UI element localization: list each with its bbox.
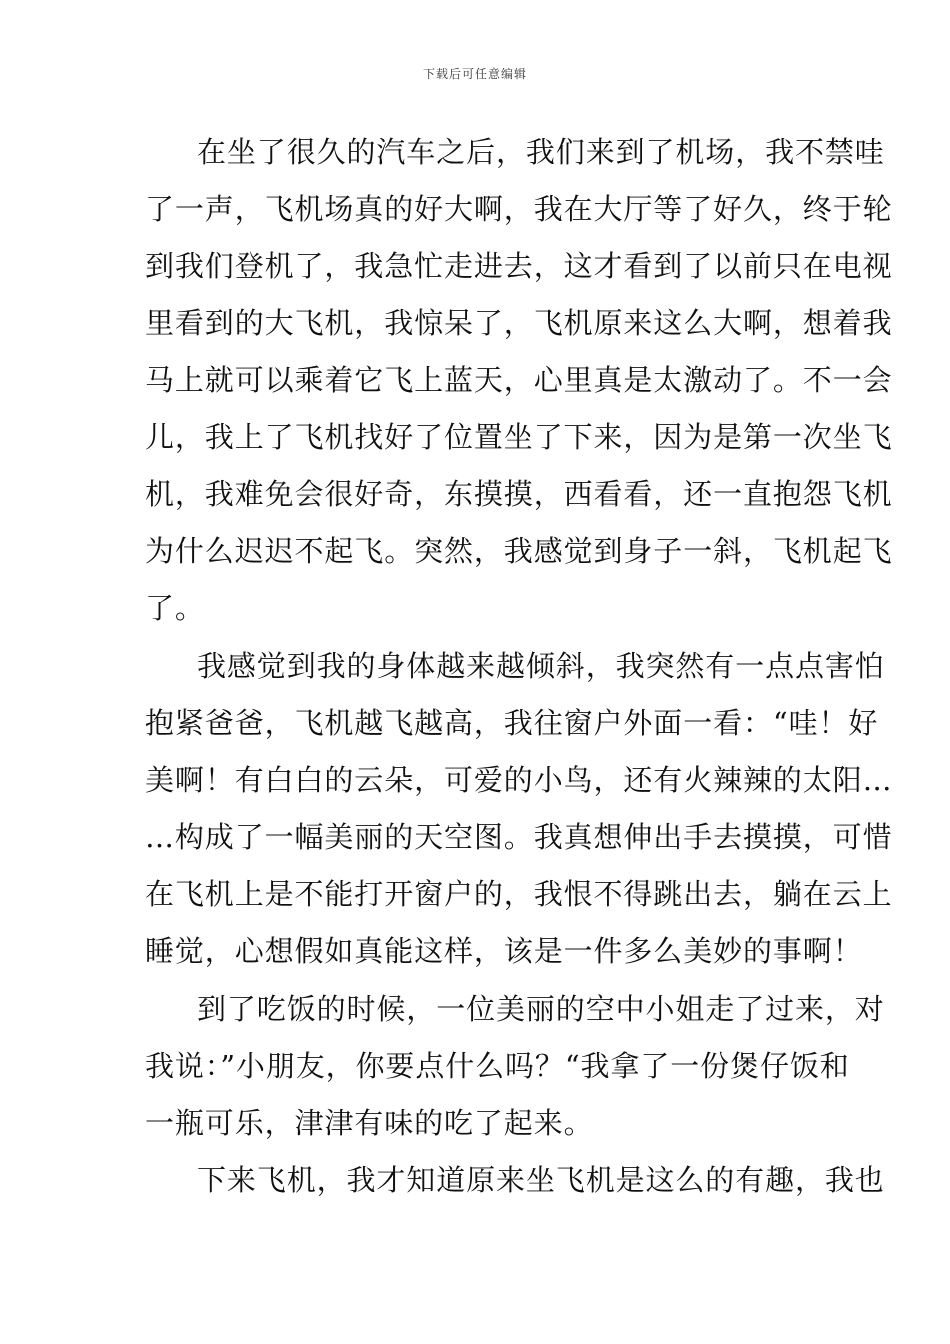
- paragraph-2-line-4: …构成了一幅美丽的天空图。我真想伸出手去摸摸，可惜: [145, 820, 893, 854]
- paragraph-2-line-5: 在飞机上是不能打开窗户的，我恨不得跳出去，躺在云上: [145, 877, 893, 911]
- paragraph-3-line-3: 一瓶可乐，津津有味的吃了起来。: [145, 1106, 594, 1140]
- paragraph-1-line-1: 在坐了很久的汽车之后，我们来到了机场，我不禁哇: [197, 135, 885, 169]
- paragraph-2-line-2: 抱紧爸爸，飞机越飞越高，我往窗户外面一看：“哇！好: [145, 706, 879, 740]
- paragraph-1-line-4: 里看到的大飞机，我惊呆了，飞机原来这么大啊，想着我: [145, 306, 893, 340]
- paragraph-2-line-1: 我感觉到我的身体越来越倾斜，我突然有一点点害怕: [197, 649, 885, 683]
- paragraph-3-line-1: 到了吃饭的时候，一位美丽的空中小姐走了过来，对: [197, 992, 885, 1026]
- paragraph-1-line-5: 马上就可以乘着它飞上蓝天，心里真是太激动了。不一会: [145, 363, 893, 397]
- paragraph-1-line-9: 了。: [145, 591, 205, 625]
- paragraph-2-line-3: 美啊！有白白的云朵，可爱的小鸟，还有火辣辣的太阳…: [145, 763, 893, 797]
- paragraph-3-line-2: 我说：”小朋友，你要点什么吗？“我拿了一份煲仔饭和: [145, 1049, 850, 1083]
- paragraph-1-line-3: 到我们登机了，我急忙走进去，这才看到了以前只在电视: [145, 249, 893, 283]
- page-header: 下载后可任意编辑: [422, 67, 527, 81]
- paragraph-4-line-1: 下来飞机，我才知道原来坐飞机是这么的有趣，我也: [197, 1163, 885, 1197]
- paragraph-1-line-7: 机，我难免会很好奇，东摸摸，西看看，还一直抱怨飞机: [145, 477, 893, 511]
- paragraph-1-line-8: 为什么迟迟不起飞。突然，我感觉到身子一斜，飞机起飞: [145, 534, 893, 568]
- paragraph-1-line-2: 了一声，飞机场真的好大啊，我在大厅等了好久，终于轮: [145, 192, 893, 226]
- paragraph-2-line-6: 睡觉，心想假如真能这样，该是一件多么美妙的事啊！: [145, 934, 863, 968]
- paragraph-1-line-6: 儿，我上了飞机找好了位置坐了下来，因为是第一次坐飞: [145, 420, 893, 454]
